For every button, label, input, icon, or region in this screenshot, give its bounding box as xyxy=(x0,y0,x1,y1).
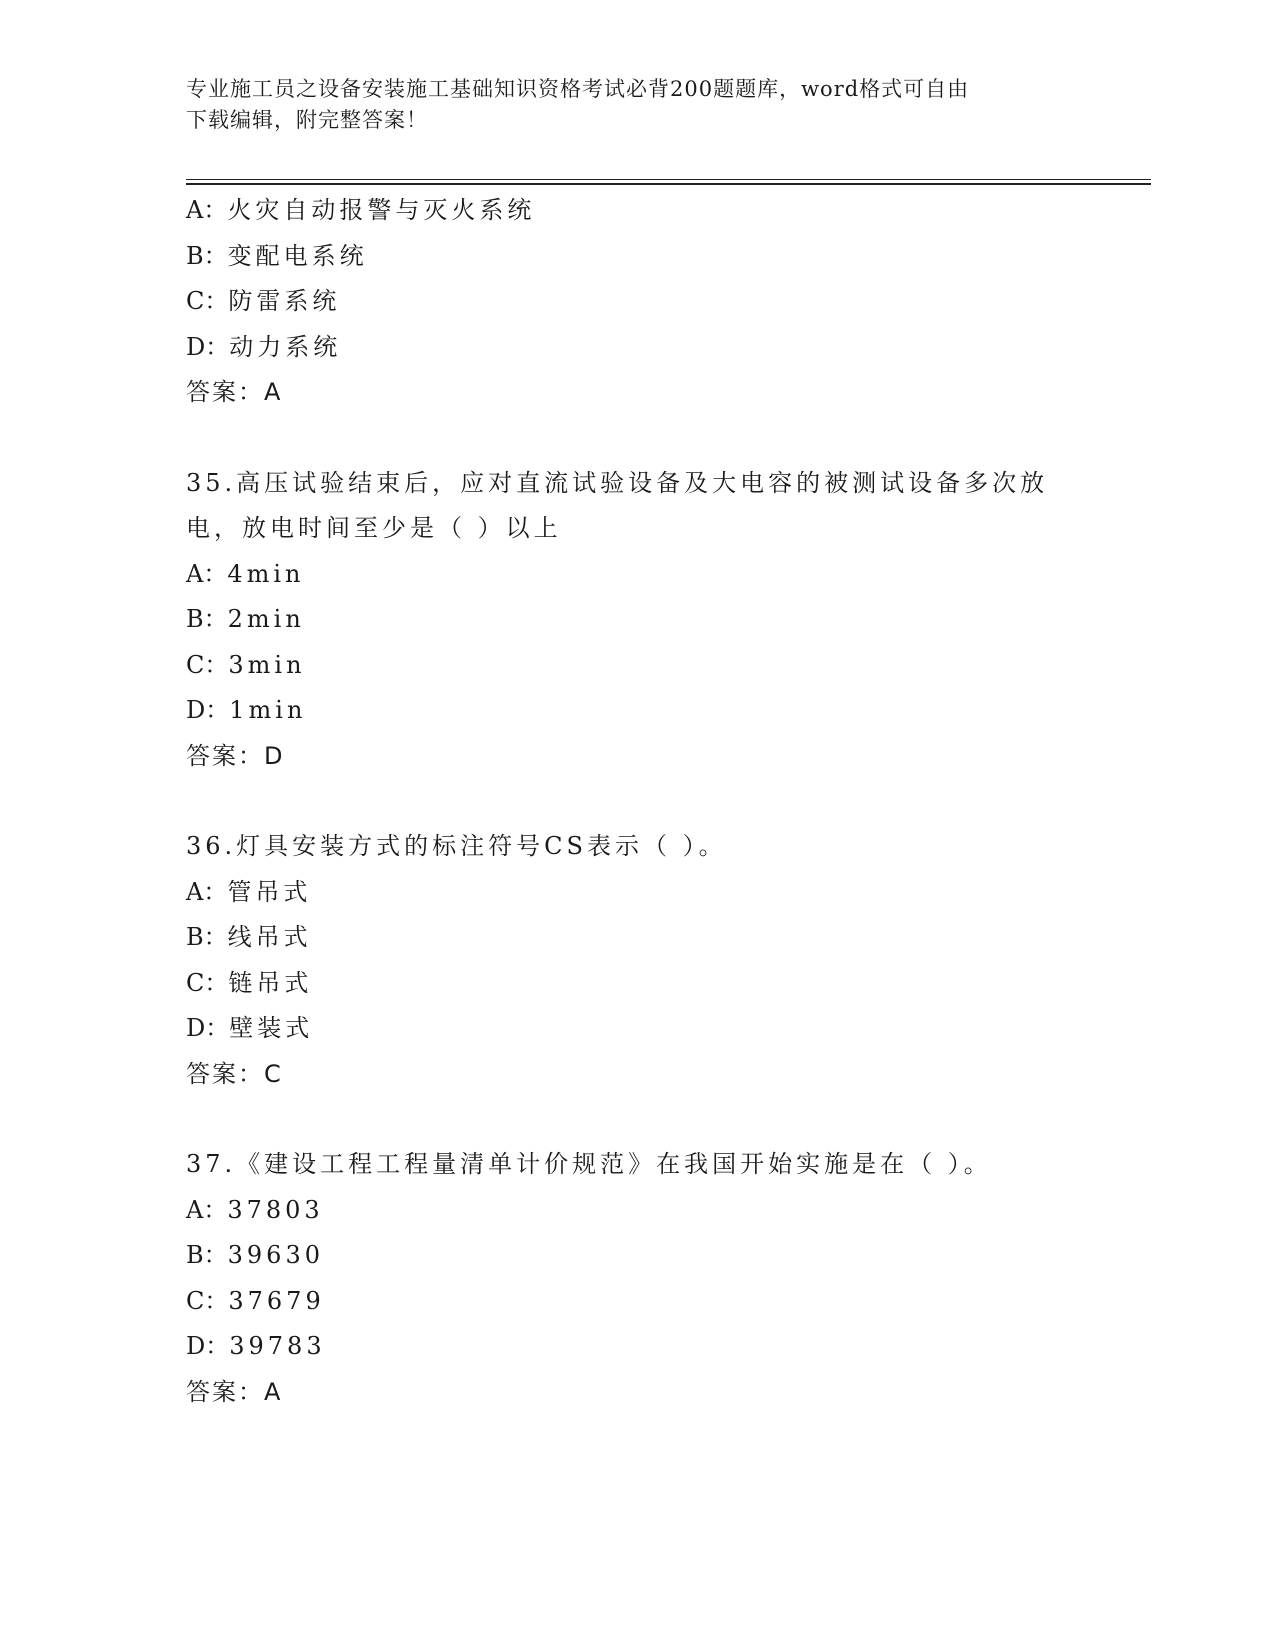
option-a: A：火灾自动报警与灭火系统 xyxy=(186,196,536,224)
header-title-line2: 下载编辑，附完整答案！ xyxy=(186,108,428,132)
answer: 答案：A xyxy=(186,1377,283,1406)
option-c: C：37679 xyxy=(186,1286,325,1315)
question-36 xyxy=(186,824,1106,1097)
option-b: B：2min xyxy=(186,605,305,633)
option-a: A：管吊式 xyxy=(186,877,312,906)
document-header xyxy=(186,74,1086,136)
option-c: C：防雷系统 xyxy=(186,287,341,315)
header-title-line1: 专业施工员之设备安装施工基础知识资格考试必背200题题库，word格式可自由 xyxy=(186,77,970,101)
option-c: C：3min xyxy=(186,650,306,679)
option-a: A：4min xyxy=(186,559,305,588)
option-d: D：1min xyxy=(186,696,307,724)
option-a: A：37803 xyxy=(186,1195,324,1224)
question-text: 35.高压试验结束后，应对直流试验设备及大电容的被测试设备多次放 xyxy=(186,468,1049,497)
answer: 答案：A xyxy=(186,378,283,406)
option-d: D：动力系统 xyxy=(186,332,342,361)
question-list xyxy=(186,188,1106,1415)
option-d: D：39783 xyxy=(186,1332,326,1360)
question-text: 36.灯具安装方式的标注符号CS表示（ ）。 xyxy=(186,832,727,860)
option-d: D：壁装式 xyxy=(186,1014,314,1042)
question-35 xyxy=(186,461,1106,780)
option-b: B：线吊式 xyxy=(186,923,312,951)
option-b: B：39630 xyxy=(186,1241,324,1269)
option-c: C：链吊式 xyxy=(186,968,313,997)
question-text-continued: 电，放电时间至少是（ ）以上 xyxy=(186,514,562,542)
question-text: 37.《建设工程工程量清单计价规范》在我国开始实施是在（ ）。 xyxy=(186,1150,992,1178)
header-rule-thin xyxy=(186,179,1151,180)
answer: 答案：C xyxy=(186,1059,283,1088)
question-34 xyxy=(186,188,1106,416)
header-rule-thick xyxy=(186,183,1151,185)
answer: 答案：D xyxy=(186,741,285,770)
question-37 xyxy=(186,1142,1106,1415)
option-b: B：变配电系统 xyxy=(186,241,368,270)
